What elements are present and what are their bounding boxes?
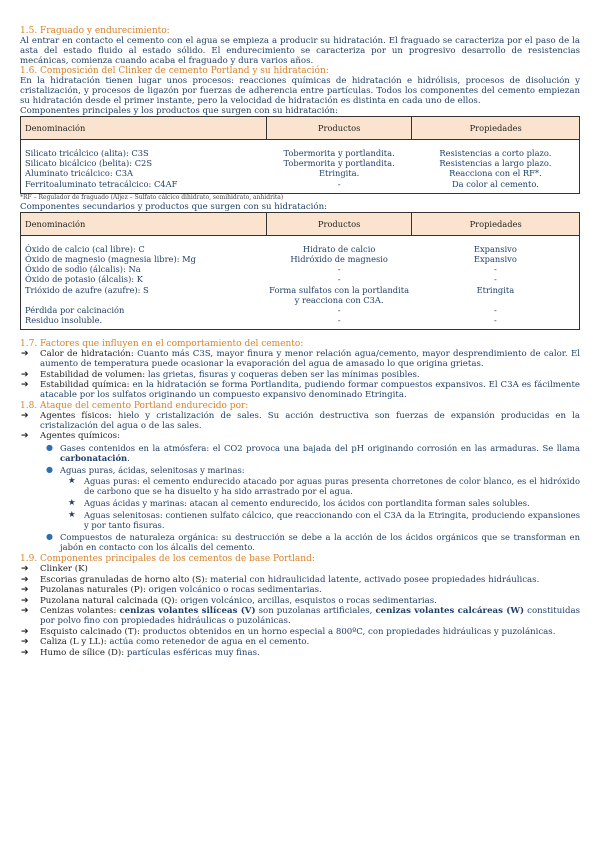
list-item [52,510,580,530]
table-row [21,179,580,194]
item-label: Caliza (L y LL): [40,637,107,648]
list-item [52,476,580,496]
principal-components-table [20,116,580,194]
table-cell: Residuo insoluble. [25,315,103,326]
item-text: Aguas ácidas y marinas: atacan al cemento endurecido, los ácidos con portlandita forman sales solubles. [84,498,530,509]
list-item [20,349,580,369]
table-cell: Resistencias a corto plazo. [439,148,552,158]
chemical-agents-list [40,443,580,552]
table-cell: - [493,305,497,316]
col-header-productos: Productos [266,117,411,140]
item-bold: cenizas volantes silíceas (V) [119,606,256,617]
item-text: material con hidraulicidad latente, activado posee propiedades hidráulicas. [210,574,540,585]
list-item [52,498,580,508]
arrow-icon: ➔ [21,410,29,421]
table-1-footnote: *RF – Regulador de fraguado (Aljez – Sulfato cálcico dihidrato, semihidrato, anhidrita) [20,193,284,201]
section-1-7-heading: 1.7. Factores que influyen en el comportamiento del cemento: [20,339,304,350]
item-label: Agentes físicos: [40,410,112,421]
arrow-icon: ➔ [21,637,29,648]
secondary-components-table [20,212,580,331]
col-header-productos: Productos [266,212,411,235]
table-row [21,254,580,264]
item-label: Estabilidad química: [40,380,130,391]
list-item [34,465,580,530]
item-label: Estabilidad de volumen: [40,369,146,380]
table-cell: - [337,305,341,316]
item-text: partículas esféricas muy finas. [126,647,260,658]
arrow-icon: ➔ [21,606,29,617]
table-cell: Tobermorita y portlandita. [283,158,395,169]
star-icon: ★ [68,476,76,487]
table-1-caption: Componentes principales y los productos que surgen con su hidratación: [20,106,338,116]
table-cell: Etringita. [318,168,360,179]
table-cell: Tobermorita y portlandita. [283,148,395,158]
item-text: hielo y cristalización de sales. Su acción destructiva son fuerzas de expansión producidas en la cristalización del agua o de las sales. [40,410,581,431]
table-row [21,274,580,284]
item-text: actúa como retenedor de agua en el cemento. [109,637,310,648]
item-bold: carbonatación [60,453,128,464]
arrow-icon: ➔ [21,595,29,606]
section-1-6-heading: 1.6. Composición del Clinker de cemento Portland y su hidratación: [20,66,329,76]
table-row [21,148,580,158]
section-1-9-heading: 1.9. Componentes principales de los cementos de base Portland: [20,554,315,565]
table-cell: Óxido de magnesio (magnesia libre): Mg [25,254,196,265]
list-item [34,532,580,552]
list-item [20,370,580,380]
item-label: Agentes químicos: [40,431,120,442]
col-header-denominacion: Denominación [21,117,267,140]
item-text: en la hidratación se forma Portlandita, pudiendo formar compuestos expansivos. El C3A es fácilmente atacable por los sulfatos originando un compuesto expansivo denominado Etringita. [40,380,580,401]
table-row [21,244,580,254]
section-1-8-heading: 1.8. Ataque del cemento Portland endurecido por: [20,400,249,411]
list-item [20,606,580,626]
table-cell: Pérdida por calcinación [25,305,125,316]
attack-list [20,411,580,553]
table-cell: - [337,274,341,285]
list-item [34,443,580,463]
item-text: Aguas puras, ácidas, selenitosas y marinas: [60,465,245,476]
item-text: Aguas selenitosas: contienen sulfato cálcico, que reaccionando con el C3A da la Etringita, produciendo expansiones y por tanto fisuras. [84,510,580,531]
list-item [20,627,580,637]
table-cell: Óxido de calcio (cal libre): C [25,243,145,254]
table-cell: Trióxido de azufre (azufre): S [25,284,149,295]
item-text: las grietas, fisuras y coqueras deben ser las mínimas posibles. [147,369,420,380]
list-item [20,380,580,400]
item-text: Cuanto más C3S, mayor finura y menor relación agua/cemento, mayor desprendimiento de calor. El aumento de temperatura puede ocasionar la evaporación del agua de amasado lo que origina grietas. [40,349,580,370]
table-2-caption: Componentes secundarios y productos que surgen con su hidratación: [20,201,328,212]
item-label: Escorias granuladas de horno alto (S): [40,574,208,585]
table-cell: Forma sulfatos con la portlandita y reacciona con C3A. [269,284,410,305]
bullet-icon: ● [46,532,53,542]
table-cell: Expansivo [473,243,517,254]
item-label: Puzolanas naturales (P): [40,585,146,596]
list-item [20,575,580,585]
item-text: productos obtenidos en un horno especial a 800ºC, con propiedades hidráulicas y puzolánicas. [142,626,556,637]
table-cell: - [493,274,497,285]
list-item [20,564,580,574]
table-cell: - [493,264,497,275]
table-cell: Da color al cemento. [451,178,539,189]
table-cell: - [493,315,497,326]
item-text: . [127,453,130,464]
item-label: Puzolana natural calcinada (Q): [40,595,178,606]
table-cell: Silicato bicálcico (belita): C2S [25,158,153,169]
arrow-icon: ➔ [21,585,29,596]
list-item [20,637,580,647]
table-row [21,264,580,274]
factors-list [20,349,580,400]
table-cell: Reacciona con el RF*. [449,168,542,179]
item-text: Gases contenidos en la atmósfera: el CO2 provoca una bajada del pH originando corrosión en las armaduras. Se llama [60,443,580,454]
table-row [21,285,580,305]
star-icon: ★ [68,498,76,509]
table-row [21,305,580,315]
arrow-icon: ➔ [21,349,29,360]
arrow-icon: ➔ [21,431,29,442]
item-bold: cenizas volantes calcáreas (W) [375,606,525,617]
table-cell: Óxido de potasio (álcalis): K [25,274,143,285]
table-cell: Óxido de sodio (álcalis): Na [25,264,141,275]
table-row [21,315,580,330]
item-label: Calor de hidratación: [40,349,134,360]
table-cell: - [337,315,341,326]
item-text: constituidas por polvo fino con propiedades hidráulicas o puzolánicas. [40,606,581,627]
item-label: Clinker (K) [40,564,88,575]
star-icon: ★ [68,510,76,521]
item-label: Cenizas volantes: [40,606,117,617]
list-item [20,431,580,552]
table-cell: Hidróxido de magnesio [290,254,388,265]
section-1-5-heading: 1.5. Fraguado y endurecimiento: [20,26,170,36]
arrow-icon: ➔ [21,369,29,380]
table-cell: Expansivo [473,254,517,265]
arrow-icon: ➔ [21,380,29,391]
table-cell: Etringita [476,284,515,295]
arrow-icon: ➔ [21,574,29,585]
item-text: origen volcánico o rocas sedimentarias. [148,585,322,596]
list-item [20,585,580,595]
arrow-icon: ➔ [21,564,29,575]
table-row [21,168,580,178]
list-item [20,596,580,606]
table-cell: - [337,264,341,275]
table-cell: Ferritoaluminato tetracálcico: C4AF [25,178,178,189]
item-text: origen volcánico, arcillas, esquistos o rocas sedimentarias. [180,595,437,606]
arrow-icon: ➔ [21,647,29,658]
arrow-icon: ➔ [21,626,29,637]
col-header-propiedades: Propiedades [412,212,580,235]
section-1-5-text: Al entrar en contacto el cemento con el agua se empieza a producir su hidratación. El fraguado se caracteriza por el paso de la asta del estado fluido al estado sólido. El endurecimiento se caracteriza por un progresivo desarrollo de resistencias mecánicas, comienza cuando acaba el fraguado y dura varios años. [20,36,580,66]
table-cell: - [337,178,341,189]
col-header-propiedades: Propiedades [412,117,580,140]
table-row [21,158,580,168]
item-text: Aguas puras: el cemento endurecido atacado por aguas puras presenta chorretones de color blanco, es el hidróxido de carbono que se ha disuelto y ha sido arrastrado por el agua. [84,476,580,497]
section-1-6-text: En la hidratación tienen lugar unos procesos: reacciones químicas de hidratación e hidrólisis, procesos de disolución y cristalización, y procesos de ligazón por fuerzas de adherencia entre partículas. Todos los componentes del cemento empiezan su hidratación desde el primer instante, pero la velocidad de hidratación es distinta en cada uno de ellos. [20,76,580,106]
col-header-denominacion: Denominación [21,212,267,235]
list-item [20,411,580,431]
waters-list [60,476,580,530]
item-text: son puzolanas artificiales, [258,606,373,617]
table-cell: Hidrato de calcio [302,243,376,254]
table-cell: Aluminato tricálcico: C3A [25,168,133,179]
item-text: Compuestos de naturaleza orgánica: su destrucción se debe a la acción de los ácidos orgánicos que se transforman en jabón en contacto con los álcalis del cemento. [60,532,580,553]
item-label: Esquisto calcinado (T): [40,626,140,637]
components-list [20,564,580,658]
table-cell: Silicato tricálcico (alita): C3S [25,148,149,158]
bullet-icon: ● [46,443,53,453]
table-cell: Resistencias a largo plazo. [439,158,552,169]
list-item [20,648,580,658]
item-label: Humo de sílice (D): [40,647,125,658]
bullet-icon: ● [46,465,53,475]
